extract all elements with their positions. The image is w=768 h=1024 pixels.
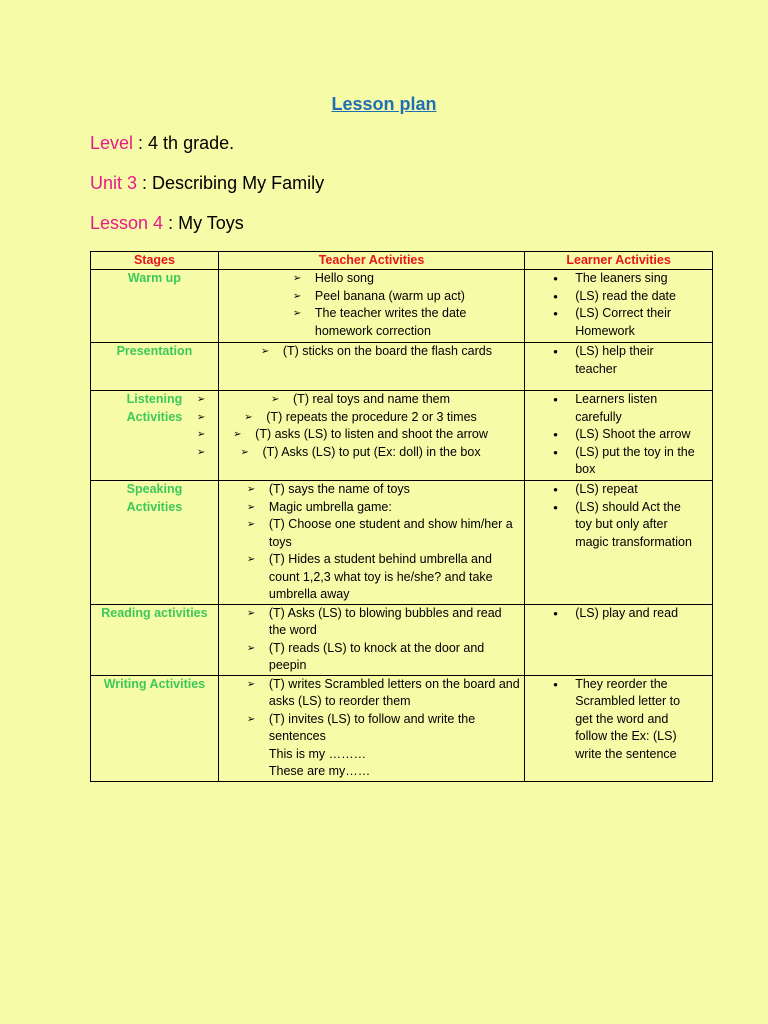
- list-item: ➢ (T) says the name of toys: [269, 481, 520, 499]
- list-item: ➢ ➢ (T) asks (LS) to listen and shoot the arrow: [219, 426, 524, 444]
- stage-cell: Listening Activities: [91, 391, 219, 481]
- teacher-activities-cell: [218, 604, 524, 675]
- list-item: ➢ (T) Choose one student and show him/her a toys: [269, 516, 520, 551]
- header-stages: Stages: [91, 252, 219, 270]
- list-item: ➢ (T) reads (LS) to knock at the door and peepin: [269, 640, 520, 675]
- list-item: • (LS) repeat: [525, 481, 712, 499]
- list-item: ➢ The teacher writes the date homework correction: [315, 305, 524, 340]
- level-line: Level : 4 th grade.: [90, 133, 235, 153]
- list-item: ➢ (T) Asks (LS) to blowing bubbles and read the word: [269, 605, 520, 640]
- table-row: [91, 391, 713, 481]
- list-item: • (LS) Correct their Homework: [525, 305, 712, 340]
- teacher-activities-cell: [218, 481, 524, 605]
- stage-cell: Presentation: [91, 343, 219, 391]
- list-item: • (LS) should Act the toy but only after magic transformation: [525, 499, 712, 552]
- list-item: • (LS) read the date: [525, 288, 712, 306]
- lesson-line: Lesson 4 : My Toys: [90, 213, 244, 233]
- teacher-activities-cell: [218, 675, 524, 781]
- list-item: ➢ Magic umbrella game:: [269, 499, 520, 517]
- level-key: Level: [90, 133, 134, 153]
- unit-line: Unit 3 : Describing My Family: [90, 173, 325, 193]
- teacher-activities-cell: [218, 270, 524, 343]
- table-row: [91, 675, 713, 781]
- learner-activities-cell: [525, 675, 713, 781]
- learner-activities-cell: [525, 270, 713, 343]
- stage-cell: Writing Activities: [91, 675, 219, 781]
- list-item: ➢ ➢ (T) real toys and name them: [219, 391, 524, 409]
- stage-cell: Warm up: [91, 270, 219, 343]
- page-title: Lesson plan: [331, 94, 437, 114]
- list-item: ➢ (T) writes Scrambled letters on the board and asks (LS) to reorder them: [269, 676, 520, 711]
- stage-cell: Reading activities: [91, 604, 219, 675]
- teacher-activities-cell: [218, 343, 524, 391]
- unit-value: Describing My Family: [152, 173, 325, 193]
- example-sentence: These are my……: [268, 764, 371, 778]
- lesson-plan-table: [90, 251, 713, 782]
- table-header-row: [91, 252, 713, 270]
- list-item: • (LS) help their teacher: [525, 343, 712, 378]
- learner-activities-cell: [525, 391, 713, 481]
- learner-activities-cell: [525, 604, 713, 675]
- list-item: ➢ Hello song: [315, 270, 524, 288]
- table-row: [91, 343, 713, 391]
- level-value: 4 th grade.: [148, 133, 235, 153]
- table-row: [91, 270, 713, 343]
- learner-activities-cell: [525, 343, 713, 391]
- teacher-activities-cell: [218, 391, 524, 481]
- list-item: ➢ ➢ (T) repeats the procedure 2 or 3 times: [219, 409, 524, 427]
- list-item: ➢ (T) invites (LS) to follow and write the sentences: [269, 711, 520, 746]
- header-learner-activities: Learner Activities: [525, 252, 713, 270]
- list-item: ➢ (T) Hides a student behind umbrella and count 1,2,3 what toy is he/she? and take umbrella away: [269, 551, 520, 604]
- list-item: ➢ ➢ (T) Asks (LS) to put (Ex: doll) in the box: [219, 444, 524, 462]
- list-item: • Learners listen carefully: [525, 391, 712, 426]
- lesson-key: Lesson 4: [90, 213, 164, 233]
- lesson-value: My Toys: [178, 213, 244, 233]
- example-sentence: This is my ………: [268, 746, 367, 761]
- list-item: • The leaners sing: [525, 270, 712, 288]
- list-item: • They reorder the Scrambled letter to get the word and follow the Ex: (LS) write the sentence: [525, 676, 712, 764]
- header-teacher-activities: Teacher Activities: [218, 252, 524, 270]
- list-item: • (LS) Shoot the arrow: [525, 426, 712, 444]
- list-item: • (LS) play and read: [525, 605, 712, 623]
- unit-key: Unit 3: [90, 173, 138, 193]
- learner-activities-cell: [525, 481, 713, 605]
- table-row: [91, 481, 713, 605]
- list-item: ➢ Peel banana (warm up act): [315, 288, 524, 306]
- stage-cell: Speaking Activities: [91, 481, 219, 605]
- list-item: ➢ (T) sticks on the board the flash cards: [283, 343, 524, 361]
- list-item: • (LS) put the toy in the box: [525, 444, 712, 479]
- table-row: [91, 604, 713, 675]
